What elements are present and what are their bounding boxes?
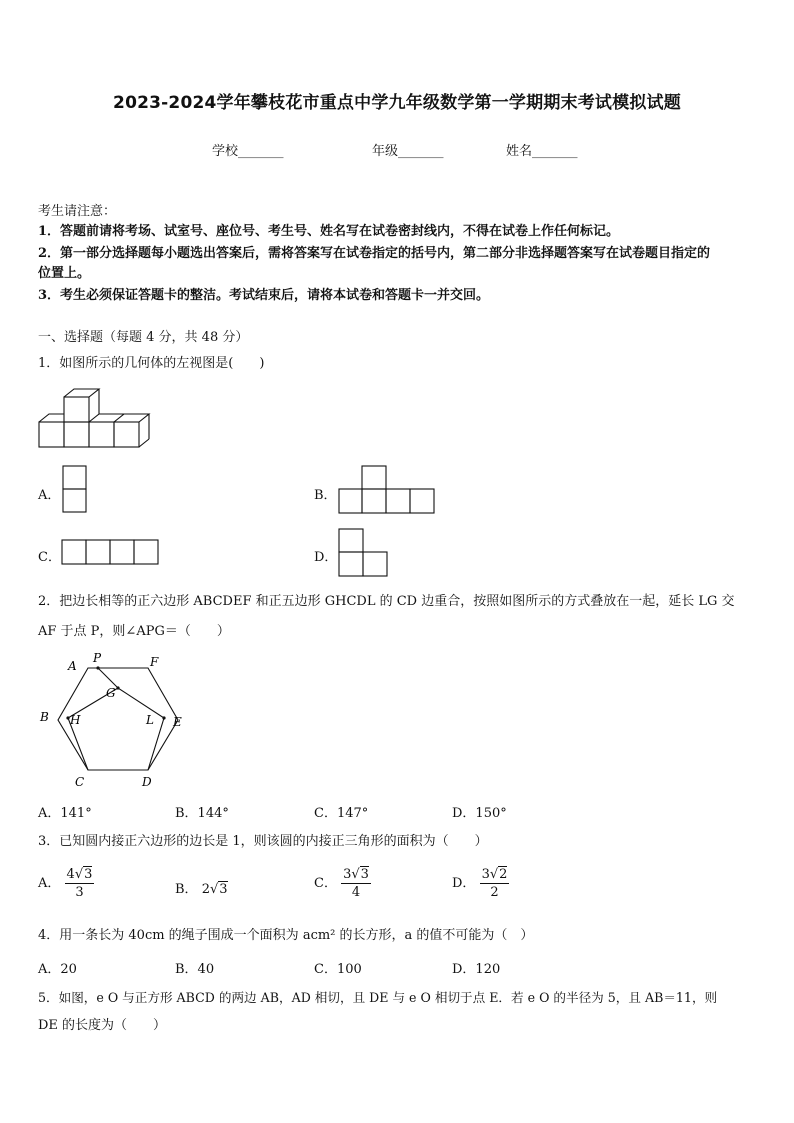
q5-line1: 5．如图，e O 与正方形 ABCD 的两边 AB，AD 相切，且 DE 与 e O 相切于点 E．若 e O 的半径为 5，且 AB＝11，则 [38,990,718,1005]
q1-option-b[interactable] [314,484,337,503]
q1-option-a[interactable] [38,484,60,503]
q1-solid-figure [38,388,154,450]
q3-option-c-fraction: $\frac{3√3}{4}$ [343,867,369,900]
q1-option-c-label: C． [38,550,61,565]
q3-option-a[interactable] [38,866,94,901]
q3-option-a-fraction: $\frac{4√3}{3}$ [66,867,93,900]
grade-blank: _______ [398,144,444,159]
q1-option-a-label: A． [38,488,61,503]
school-label: 学校 [212,144,239,159]
q3-stem: 3．已知圆内接正六边形的边长是 1，则该圆的内接正三角形的面积为（ ） [38,834,488,849]
fig-label-a: A [68,659,77,673]
fig-label-h: H [70,713,81,727]
q1-stem: 1．如图所示的几何体的左视图是( ) [38,356,265,371]
fig-label-g: G [106,686,116,700]
fig-label-d: D [142,775,152,789]
q4-stem: 4．用一条长为 40cm 的绳子围成一个面积为 acm² 的长方形，a 的值不可能为（ ） [38,928,534,943]
q3-d-den: 2 [490,885,499,900]
q2-option-b[interactable]: B．144° [175,806,229,821]
fig-label-f: F [150,655,159,669]
name-blank: _______ [532,144,578,159]
q4-option-b[interactable]: B．40 [175,962,215,977]
q3-b-rad: 3 [219,882,228,897]
q1-option-c[interactable] [38,546,61,565]
q1-option-c-figure [61,539,159,566]
fig-label-b: B [40,710,49,724]
q3-option-c-label: C． [314,876,337,891]
fig-label-l: L [146,713,154,727]
school-field[interactable] [212,140,284,159]
fig-label-p: P [93,651,102,665]
q3-c-rad: 3 [360,867,369,882]
name-field[interactable] [506,140,578,159]
q3-d-rad: 2 [499,867,508,882]
q3-option-b-label: B． [175,882,198,897]
q1-option-d-label: D． [314,550,338,565]
q4-option-a[interactable]: A．20 [38,962,77,977]
q1-option-d[interactable] [314,546,337,565]
q3-a-coef: 4 [66,867,75,882]
q1-option-b-figure [338,465,436,515]
q3-c-coef: 3 [343,867,352,882]
q1-option-b-label: B． [314,488,337,503]
q4-option-c[interactable]: C．100 [314,962,362,977]
q3-a-den: 3 [75,885,84,900]
page-title: 2023-2024学年攀枝花市重点中学九年级数学第一学期期末考试模拟试题 [113,93,681,113]
notice-heading: 考生请注意： [38,204,117,219]
q3-option-a-label: A． [38,876,61,891]
q2-option-a[interactable]: A．141° [38,806,92,821]
q3-c-den: 4 [351,885,361,900]
q5-line2: DE 的长度为（ ） [38,1018,167,1033]
name-label: 姓名 [506,144,533,159]
q4-option-d[interactable]: D．120 [452,962,501,977]
q2-option-d[interactable]: D．150° [452,806,507,821]
fig-label-c: C [75,775,85,789]
q3-a-rad: 3 [84,867,93,882]
q3-b-coef: 2 [201,882,210,897]
section-heading: 一、选择题（每题 4 分，共 48 分） [38,330,249,345]
q2-option-c[interactable]: C．147° [314,806,369,821]
notice-item: 2．第一部分选择题每小题选出答案后，需将答案写在试卷指定的括号内，第二部分非选择题答案写在试卷题目指定的 [38,246,711,261]
notice-item: 1．答题前请将考场、试室号、座位号、考生号、姓名写在试卷密封线内，不得在试卷上作任何标记。 [38,224,620,239]
notice-item: 3．考生必须保证答题卡的整洁。考试结束后，请将本试卷和答题卡一并交回。 [38,288,490,303]
school-blank: _______ [238,144,284,159]
notice-item: 位置上。 [38,266,91,281]
q3-option-d-fraction: $\frac{3√2}{2}$ [481,867,508,900]
q3-option-c[interactable] [314,866,371,901]
q3-option-b[interactable]: B． 2√3 [175,882,228,897]
q2-line1: 2．把边长相等的正六边形 ABCDEF 和正五边形 GHCDL 的 CD 边重合，按照如图所示的方式叠放在一起，延长 LG 交 [38,594,735,609]
q2-hexagon-pentagon-figure [36,650,196,792]
q3-option-d-label: D． [452,876,476,891]
q1-option-a-figure [62,465,88,515]
grade-label: 年级 [372,144,399,159]
q3-option-d[interactable] [452,866,509,901]
grade-field[interactable] [372,140,444,159]
fig-label-e: E [173,715,182,729]
q1-option-d-figure [338,528,388,578]
q3-d-coef: 3 [481,867,490,882]
q2-line2: AF 于点 P，则∠APG＝（ ） [38,624,230,639]
